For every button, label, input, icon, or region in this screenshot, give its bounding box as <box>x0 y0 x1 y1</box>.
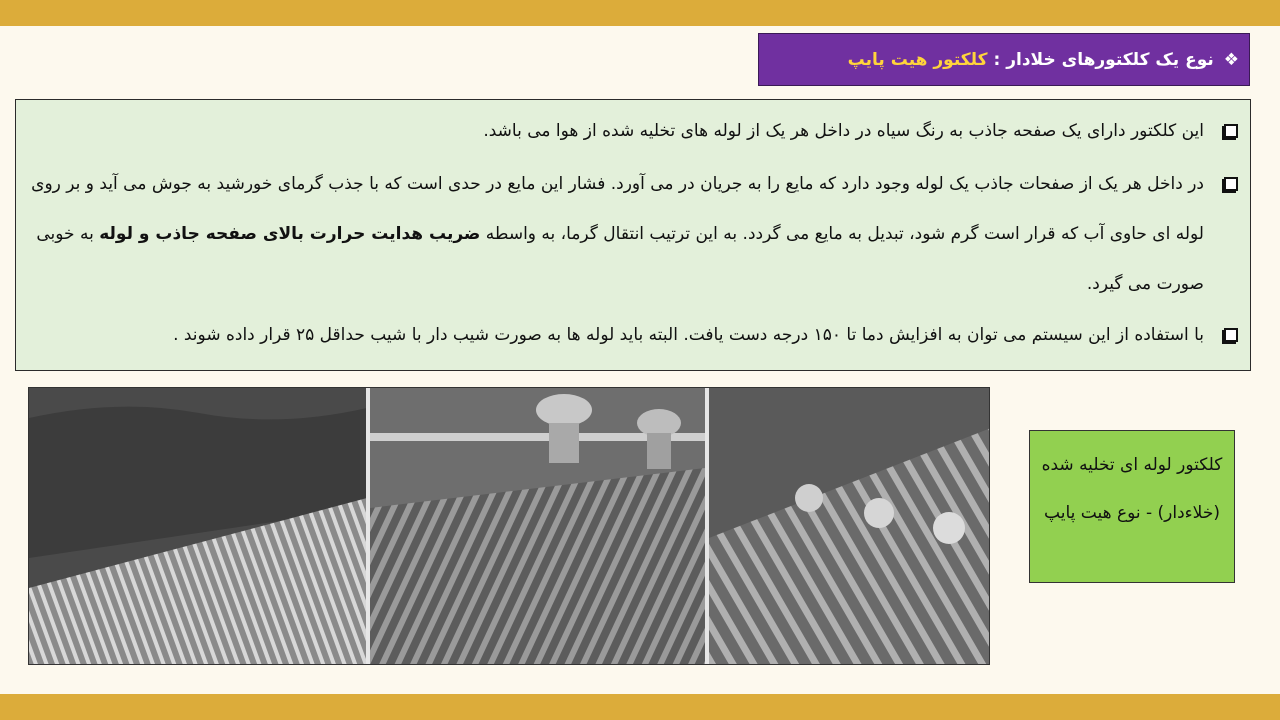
paragraph-2-end: به خوبی صورت می گیرد. <box>36 224 1204 294</box>
paragraph-2 <box>26 159 1238 309</box>
title-highlight: کلکتور هیت پایپ <box>847 49 988 70</box>
paragraph-3 <box>26 310 1238 360</box>
checkbox-bullet-icon <box>1224 124 1238 138</box>
photo-caption-text: کلکتور لوله ای تخلیه شده (خلاءدار) - نوع هیت پایپ <box>1041 455 1223 523</box>
paragraph-1-text: این کلکتور دارای یک صفحه جاذب به رنگ سیاه در داخل هر یک از لوله های تخلیه شده از هوا می باشد. <box>483 121 1204 141</box>
title-prefix: نوع یک کلکتورهای خلادار : <box>993 49 1214 70</box>
photo-caption <box>1029 430 1235 583</box>
diamond-bullet-icon: ❖ <box>1223 49 1239 70</box>
collector-photo-illustration <box>29 388 990 665</box>
paragraph-1 <box>26 104 1238 159</box>
top-band <box>0 0 1280 26</box>
paragraph-2-bold: ضریب هدایت حرارت بالای صفحه جاذب و لوله <box>99 224 481 244</box>
slide-title <box>758 33 1250 86</box>
checkbox-bullet-icon <box>1224 328 1238 342</box>
paragraph-3-text: با استفاده از این سیستم می توان به افزایش دما تا ۱۵۰ درجه دست یافت. البته باید لوله ها به صورت شیب دار با شیب حداقل ۲۵ قرار داده شوند . <box>173 325 1204 345</box>
paragraph-2-text: در داخل هر یک از صفحات جاذب یک لوله وجود دارد که مایع را به جریان در می آورد. فشار این مایع در حدی است که با جذب گرمای خورشید به جوش می آید و بر روی لوله ای حاوی آب که قرار است گرم شود، تبدیل به مایع می گردد. به این ترتیب انتقال گرما، به واسطه <box>31 174 1204 244</box>
checkbox-bullet-icon <box>1224 177 1238 191</box>
content-box <box>15 99 1251 371</box>
bottom-band <box>0 694 1280 720</box>
collector-photo <box>28 387 990 665</box>
